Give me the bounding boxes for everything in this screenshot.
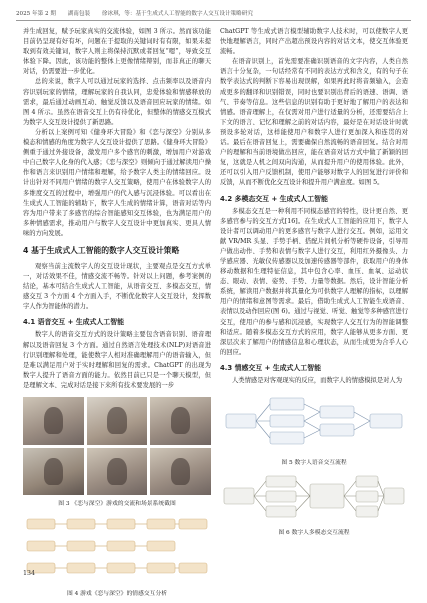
issue-label: 2025 年第 2 期 — [16, 11, 56, 17]
game-screenshot — [23, 448, 84, 496]
game-screenshot — [87, 397, 148, 445]
paragraph: 分析以上案例可知《健身环大冒险》和《恋与深空》分别从多模态和情感的角度为数字人交互设计提供了思路。《健身环大冒险》侧重于通过外接设备，激发用户多个感官的刺激，增加用户对游戏中自己数字人化身的代入感；《恋与深空》则倾向于通过解读用户操作和语言来识别用户情绪和理解，给予数字人类主的情绪回应。设计出针对不同用户情绪的数字人交互策略，使用户在体验数字人的多维度交互的过程中，增强用户的代入感与沉浸体验。可以看出在生成式人工智能的辅助下，数字人生成的情绪计算，语音对话等内容为用户带来了多感官的综合智能感知交互体验，也为满足用户的多种情感需求，推动用户与数字人交互设计中更加真实、更具人情味的方向发展。 — [23, 128, 211, 237]
paragraph: ChatGPT 等生成式语言模型辅助数字人技术时，可以使数字人更快地理解语言，同时产出超出预设内容的对话文本，使交互体验更流畅。 — [220, 28, 408, 56]
paragraph: 总的来说，数字人可以通过玩家的选择、点击频率以及语音内容识别玩家的情绪，理解玩家的自我认同，忠爱体验和情感释放的需求，最后通过动画互动、触觉反馈以及语音回应玩家的情绪。如图 4 所示。虽然在语音交互上仍有待优化，但整体的情感交互模式为数字人交互设计提供了新思路。 — [23, 78, 211, 126]
paragraph: 人类情感是对客观现实的反应，而数字人的情感模拟是对人为 — [232, 376, 403, 384]
page-number: 134 — [23, 570, 36, 577]
figure-5-caption: 图 5 数字人语音交互流程 — [281, 460, 347, 467]
subsection-heading: 4.1 语音交互 + 生成式人工智能 — [23, 318, 124, 327]
figure-5-voice-flow-diagram — [220, 392, 408, 450]
figure-3-caption: 图 3 《恋与深空》游戏的交流和场景系统截图 — [58, 501, 176, 507]
subsection-heading: 4.2 多模态交互 + 生成式人工智能 — [220, 194, 328, 203]
paragraph: 多模态交互是一种利用不同模态感官的特性，设计更自然、更多感官参与的交互方式[16]。在生成式人工智能的应用下，数字人设计者可以调动用户的更多感官与数字人进行交互。例如，运用文献 VR/MR 头显、手势手柄、搭配片间机分析等硬件设备，引导用户做出动作、手势和表情与数字人进行交互，利用红外摄像头、力学感应器、光敏仪传感器以及加速传感器等部件，获取用户的身体移动数据和生理特征信息，其中包含心率、血压、血氧、运动状态、眼动、表情、姿势、手势、力量等数据。然后，设计智能分析系统，解读用户数据并将其量化为可供数字人理解的指标，以理解用户的情绪和意图等需求。最后，借助生成式人工智能生成语音、表情以及动作回应(图 6)。通过与视觉、听觉、触觉等多种感官进行交互，使用户的参与感和沉浸感，实现数字人交互行为的智能调整和适应。随着多模态交互方式的应用，数字人能够从更多方面、更深层次来了解用户的情感信息和心理状态，从而生成更为合乎人心的回应。 — [220, 207, 408, 356]
running-title: 徐冰琪，等：基于生成式人工智能的数字人交互设计策略研究 — [101, 11, 253, 17]
figure-6-multimodal-flow-diagram — [220, 472, 408, 520]
game-screenshot — [87, 448, 148, 496]
running-header — [16, 9, 411, 21]
game-screenshot — [23, 397, 84, 445]
figure-6-caption: 图 6 数字人多模态交互流程 — [278, 530, 350, 537]
subsection-heading: 4.3 情感交互 + 生成式人工智能 — [220, 363, 321, 372]
game-screenshot — [150, 397, 211, 445]
left-column — [23, 27, 211, 603]
figure-4-flow-diagram — [23, 513, 211, 581]
paragraph: 并生成回复，赋予玩家真实的交流体验，如图 3 所示。然而该功能目前仍呈现有好有坏，问题在于提取的关键词时有有限，如果未提取到有效关键词，数字人则主将保持沉默或者回复“嗯”，导致交互体验下降。因此，该功能的整体上更像情绪辩别，而非真正的聊天对话，仍需要进一步优化。 — [23, 28, 211, 76]
paragraph: 在语音识别上，首先需要准确识别语音的文字内容，人类自然语言十分复杂，一句话经常有不同的表达方式和含义，有的句子在数学表达式的判断下容易出现误解，如果再此时将音频输入，会造成更多的翻译和识别错误，同时也要识别出背后的语速、语调、语气、节奏等信息。这些信息的识别有助于更好地了解用户的表达和情感。语音理解上，在仅需对用户进行适量的分析，还需要结合上下文的语言、记忆和理解之前的对话内容，最好是在对话设计时就预设多轮对话，这样能使用户和数字人进行更加深入和连贯的对话。最后在语音回复上，需要确保自然流畅的语音回复。结合对用户的理解和当前语境做出回应，能在语音对话方式中做了新颖的回复，这就是人机之间双向沟通，从而提升用户的使用体验。此外，还可以引入用户反馈机制，使用户能够对数字人的回复进行评价和反馈，从而不断优化交互设计和提升用户满意度。如图 5。 — [220, 58, 408, 187]
figure-3-screenshots — [23, 397, 211, 495]
section-heading: 4 基于生成式人工智能的数字人交互设计策略 — [23, 245, 180, 255]
paragraph: 数字人的语音交互方式的设计策略主要包含语音识别、语音理解以及语音回复 3 个方面。通过自然语言处理技术(NLP)对语音进行识别理解和处理，能使数字人相对准确理解用户的语音输入，但是难以满足用户对于实时理解和回复的需求。ChatGPT 的出现为数字人提升了语音方面的能力。依然目前已只是一个聊天模型，但是理解文本、完成对话是接下来所有技术要发展的一步 — [23, 331, 211, 389]
paragraph: 观察当前主流数字人的交互设计现状，主要观点是交互方式单一，对话效果不佳，情感交流不畅等。针对以上问题，参考案例的结论，基本可结合生成式人工智能，从语音交互、多模态交互，情感交互 3 个方面 4 个方面入手，不断优化数字人交互设计，发挥数字人作为智能体的潜力。 — [23, 262, 211, 311]
game-screenshot — [150, 448, 211, 496]
figure-4-caption: 图 4 游戏《恋与深空》的情感交互分析 — [66, 591, 168, 598]
right-column — [220, 27, 408, 542]
journal-name: 湖南包装 — [67, 11, 91, 17]
